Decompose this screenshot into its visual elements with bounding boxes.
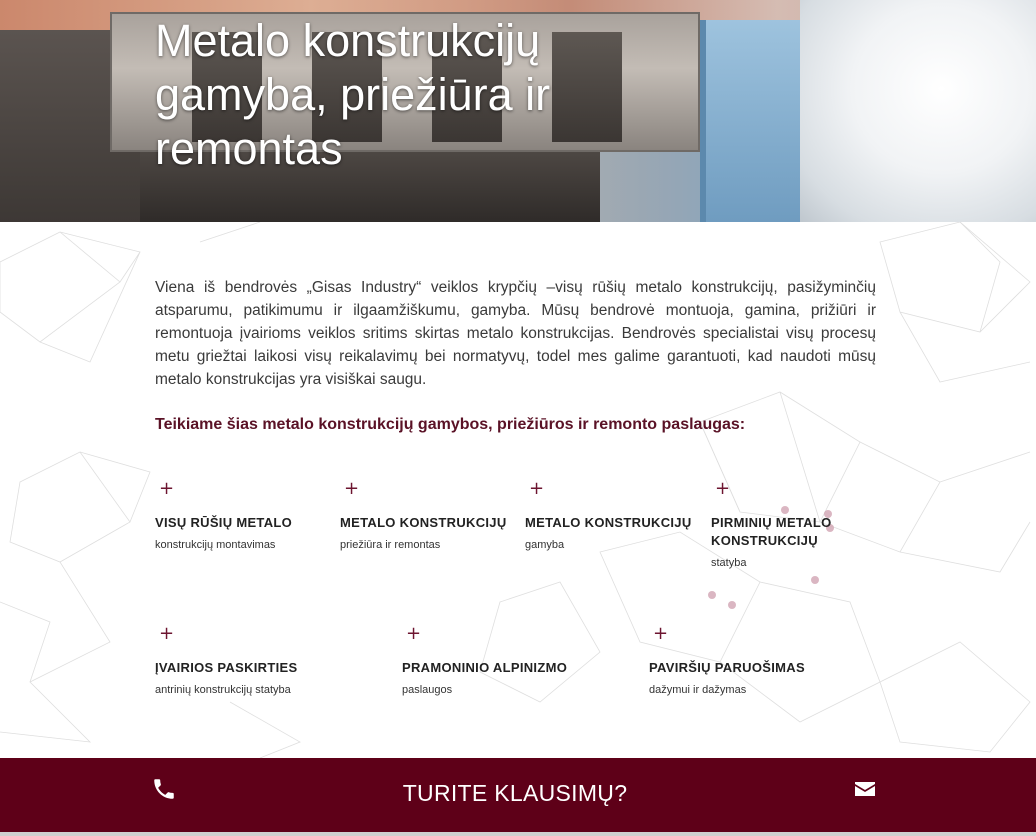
intro-paragraph: Viena iš bendrovės „Gisas Industry“ veiklos krypčių –visų rūšių metalo konstrukcijų, pasižyminčių atsparumu, patikimumu ir ilgaamžiškumu, gamyba. Mūsų bendrovė montuoja, gamina, prižiūri ir remontuoja įvairioms veiklos sritims skirtas metalo konstrukcijas. Bendrovės specialistai visų procesų metu griežtai laikosi visų reikalavimų bei normatyvų, todel mes galime garantuoti, kad naudoti mūsų metalo konstrukcijas yra visiškai saugu. — [155, 279, 876, 388]
mail-icon[interactable] — [853, 777, 877, 801]
service-item[interactable] — [711, 480, 841, 571]
page-bottom-strip — [0, 832, 1036, 836]
plus-icon: + — [715, 478, 731, 499]
plus-icon: + — [653, 623, 669, 644]
service-item[interactable] — [649, 625, 879, 698]
service-description: konstrukcijų montavimas — [155, 539, 276, 551]
service-item[interactable] — [402, 625, 632, 698]
service-title: VISŲ RŪŠIŲ METALO — [155, 515, 293, 530]
services-subtitle: Teikiame šias metalo konstrukcijų gamybos, priežiūros ir remonto paslaugas: — [155, 416, 746, 433]
service-description: dažymui ir dažymas — [649, 684, 747, 696]
service-title: PRAMONINIO ALPINIZMO — [402, 660, 568, 675]
service-title: ĮVAIRIOS PASKIRTIES — [155, 660, 298, 675]
page-title: Metalo konstrukcijų gamyba, priežiūra ir remontas — [155, 15, 551, 174]
service-item[interactable] — [525, 480, 705, 553]
hero-worker-image — [800, 0, 1036, 222]
service-description: priežiūra ir remontas — [340, 539, 441, 551]
service-title: METALO KONSTRUKCIJŲ — [340, 515, 507, 530]
service-description: paslaugos — [402, 684, 453, 696]
service-item[interactable] — [155, 480, 330, 553]
plus-icon: + — [159, 623, 175, 644]
service-description: statyba — [711, 557, 747, 569]
service-title: PIRMINIŲ METALO KONSTRUKCIJŲ — [711, 515, 832, 548]
phone-icon[interactable] — [151, 776, 177, 802]
contact-cta-bar — [0, 758, 1036, 832]
service-title: PAVIRŠIŲ PARUOŠIMAS — [649, 660, 805, 675]
service-description: gamyba — [525, 539, 565, 551]
service-description: antrinių konstrukcijų statyba — [155, 684, 291, 696]
plus-icon: + — [159, 478, 175, 499]
plus-icon: + — [344, 478, 360, 499]
service-item[interactable] — [340, 480, 520, 553]
service-title: METALO KONSTRUKCIJŲ — [525, 515, 692, 530]
plus-icon: + — [406, 623, 422, 644]
cta-text[interactable]: TURITE KLAUSIMŲ? — [402, 780, 628, 806]
plus-icon: + — [529, 478, 545, 499]
hero-banner — [0, 0, 1036, 222]
service-item[interactable] — [155, 625, 385, 698]
